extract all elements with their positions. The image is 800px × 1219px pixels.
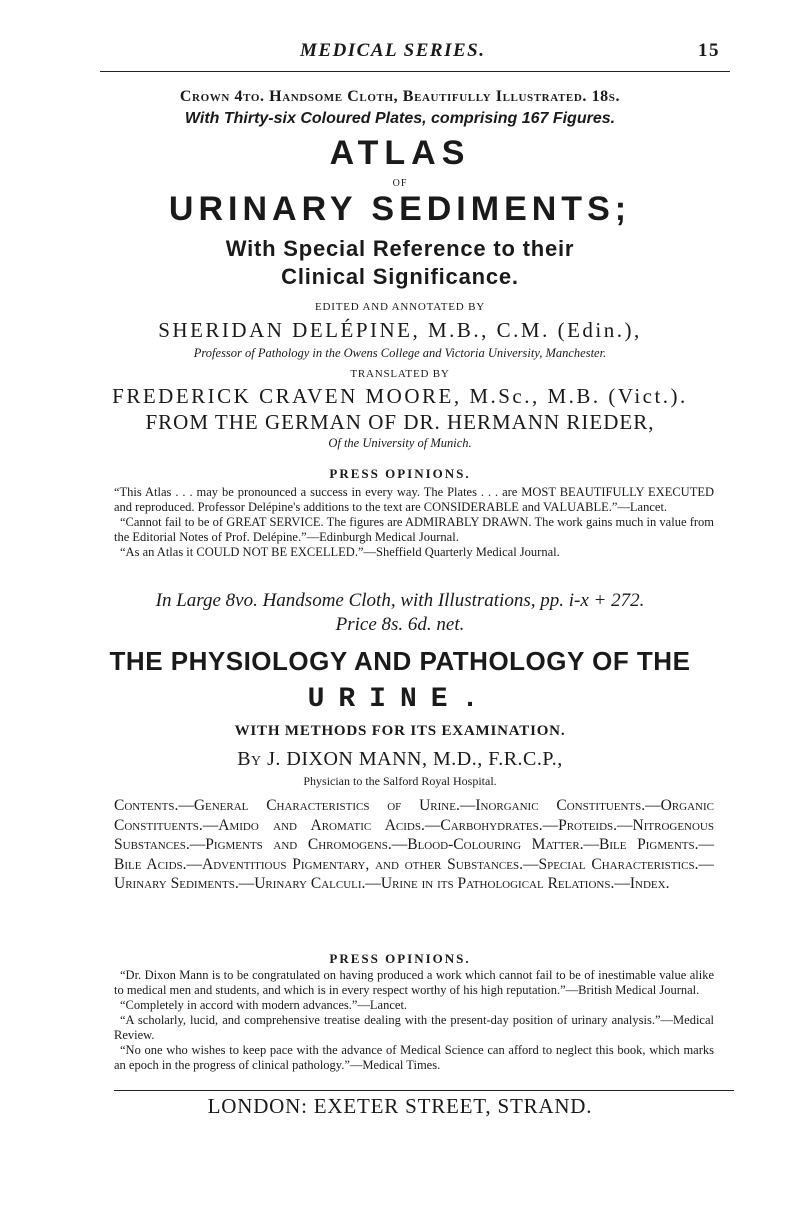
atlas-title-atlas: ATLAS — [329, 134, 471, 172]
urine-title-1: THE PHYSIOLOGY AND PATHOLOGY OF THE — [109, 646, 691, 676]
header-rule — [100, 71, 730, 72]
urine-contents — [114, 796, 714, 894]
urine-title-2: URINE. — [307, 684, 493, 715]
urine-format-line: In Large 8vo. Handsome Cloth, with Illustrations, pp. i-x + 272. — [155, 590, 645, 611]
footer-rule — [114, 1090, 734, 1091]
atlas-editor-affiliation: Professor of Pathology in the Owens College and Victoria University, Manchester. — [193, 346, 607, 360]
atlas-translator: FREDERICK CRAVEN MOORE, M.Sc., M.B. (Vict.). — [112, 384, 688, 408]
urine-opinion-4: “No one who wishes to keep pace with the advance of Medical Science can afford to neglect this book, which marks an epoch in the progress of clinical pathology.”—Medical Times. — [114, 1043, 714, 1072]
urine-opinion-2: “Completely in accord with modern advances.”—Lancet. — [120, 998, 408, 1012]
atlas-subtitle-1: With Special Reference to their — [225, 236, 575, 261]
atlas-opinion-2: “Cannot fail to be of GREAT SERVICE. The figures are ADMIRABLY DRAWN. The work gains much in value from the Editorial Notes of Prof. Delépine.”—Edinburgh Medical Journal. — [114, 515, 714, 544]
atlas-subtitle-2: Clinical Significance. — [281, 264, 519, 289]
atlas-press-heading: PRESS OPINIONS. — [329, 466, 471, 481]
atlas-title-main: URINARY SEDIMENTS; — [168, 190, 632, 228]
urine-author: By J. DIXON MANN, M.D., F.R.C.P., — [237, 748, 563, 770]
atlas-translated-by: TRANSLATED BY — [350, 368, 450, 380]
atlas-plates-line: With Thirty-six Coloured Plates, comprising 167 Figures. — [184, 110, 616, 127]
atlas-editor: SHERIDAN DELÉPINE, M.B., C.M. (Edin.), — [158, 318, 642, 342]
atlas-opinion-1: “This Atlas . . . may be pronounced a success in every way. The Plates . . . are MOST BEAUTIFULLY EXECUTED and reproduced. Professor Delépine's additions to the text are CONSIDERABLE and VALUABLE.”—Lancet. — [114, 485, 714, 514]
urine-opinion-3: “A scholarly, lucid, and comprehensive treatise dealing with the present-day position of urinary analysis.”—Medical Review. — [114, 1013, 714, 1042]
urine-press-opinions — [114, 968, 714, 1073]
urine-author-affiliation: Physician to the Salford Royal Hospital. — [303, 774, 497, 788]
atlas-title-of: OF — [392, 178, 408, 189]
urine-subtitle: WITH METHODS FOR ITS EXAMINATION. — [234, 723, 566, 739]
atlas-author-affiliation: Of the University of Munich. — [328, 436, 472, 450]
urine-contents-text: Contents.—General Characteristics of Urine.—Inorganic Constituents.—Organic Constituents.—Amido and Aromatic Acids.—Carbohydrates.—Proteids.—Nitrogenous Substances.—Pigments and Chromogens.—Blood-Colouring Matter.—Bile Pigments.—Bile Acids.—Adventitious Pigmentary, and other Substances.—Special Characteristics.—Urinary Sediments.—Urinary Calculi.—Urine in its Pathological Relations.—Index. — [114, 797, 714, 892]
atlas-opinion-3: “As an Atlas it COULD NOT BE EXCELLED.”—Sheffield Quarterly Medical Journal. — [120, 545, 560, 559]
urine-press-heading: PRESS OPINIONS. — [329, 951, 471, 966]
urine-opinion-1: “Dr. Dixon Mann is to be congratulated on having produced a work which cannot fail to be of inestimable value alike to medical men and students, and which is in every respect worthy of his high reputation.”—British Medical Journal. — [114, 968, 714, 997]
atlas-format-line: Crown 4to. Handsome Cloth, Beautifully Illustrated. 18s. — [179, 88, 621, 105]
atlas-press-opinions — [114, 485, 714, 560]
atlas-from-german: FROM THE GERMAN OF DR. HERMANN RIEDER, — [145, 410, 655, 434]
page-number: 15 — [698, 40, 720, 61]
imprint-line: LONDON: EXETER STREET, STRAND. — [207, 1094, 593, 1118]
atlas-edited-by: EDITED AND ANNOTATED BY — [315, 301, 485, 313]
running-head-title: MEDICAL SERIES. — [300, 40, 486, 61]
urine-price-line: Price 8s. 6d. net. — [335, 614, 465, 635]
